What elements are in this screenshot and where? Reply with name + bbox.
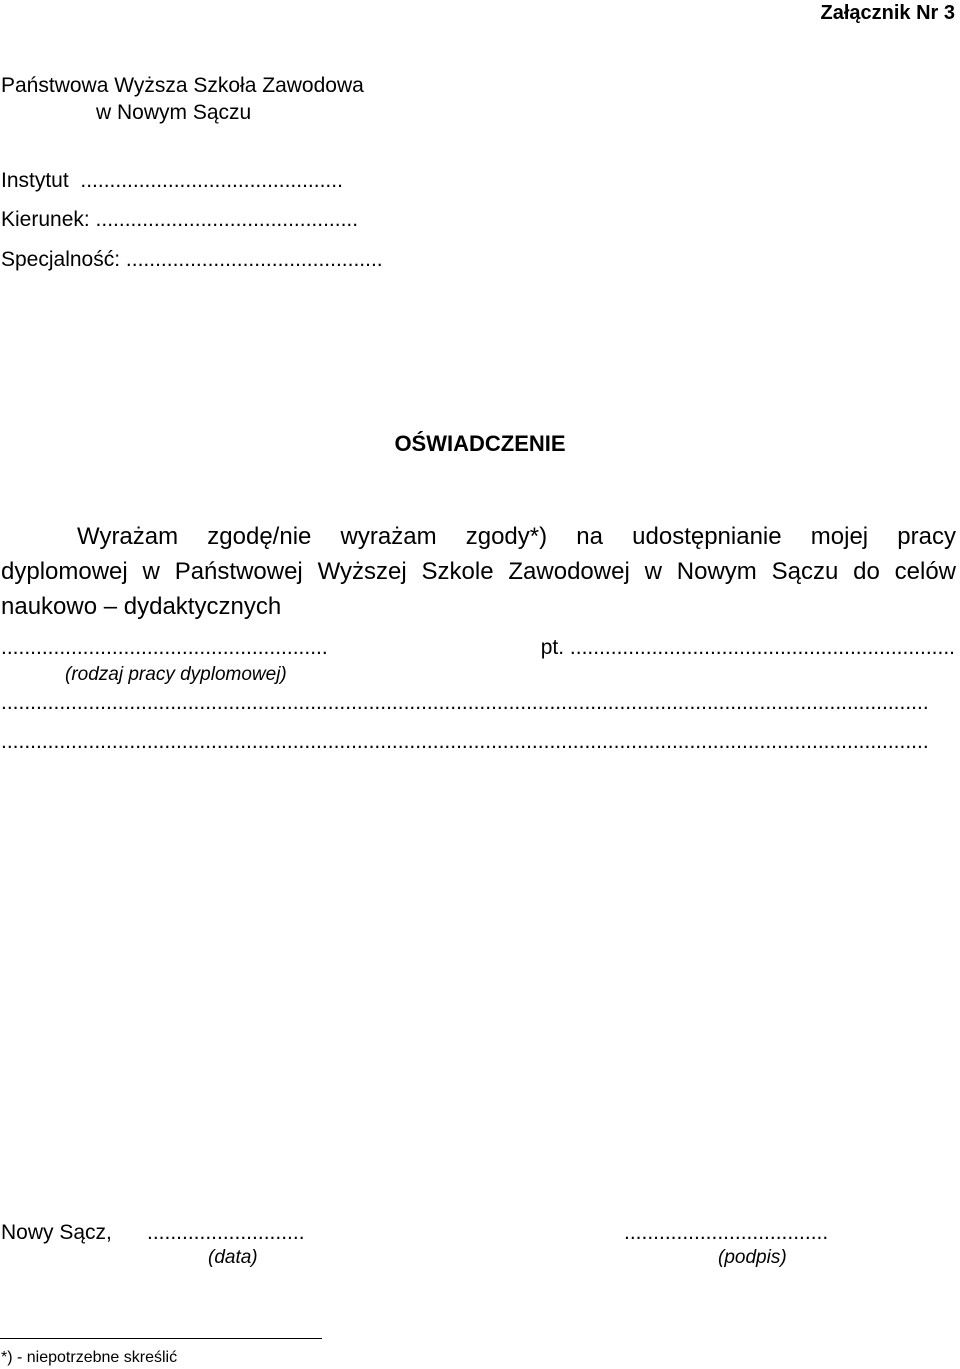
institute-field: Instytut ............................................. — [1, 169, 343, 192]
date-dots: ........................... — [147, 1221, 305, 1244]
place-label: Nowy Sącz, — [1, 1221, 112, 1244]
university-name: Państwowa Wyższa Szkoła Zawodowa — [1, 74, 364, 97]
date-caption: (data) — [208, 1247, 258, 1268]
thesis-type-caption: (rodzaj pracy dyplomowej) — [65, 664, 287, 685]
thesis-type-dots: ........................................................ — [1, 636, 328, 659]
specialization-field: Specjalność: ............................................ — [1, 248, 383, 271]
statement-line-3: naukowo – dydaktycznych — [1, 593, 282, 620]
document-title: OŚWIADCZENIE — [394, 431, 566, 456]
signature-dots: ................................... — [624, 1221, 829, 1244]
thesis-title-dots-2: ............................................................................................................................................................... — [1, 731, 929, 752]
footnote-rule — [0, 1338, 322, 1339]
footnote: *) - niepotrzebne skreślić — [1, 1349, 178, 1366]
university-city: w Nowym Sączu — [96, 101, 252, 124]
statement-line-2: dyplomowej w Państwowej Wyższej Szkole Zawodowej w Nowym Sączu do celów — [1, 558, 956, 585]
signature-caption: (podpis) — [718, 1247, 787, 1268]
thesis-title-dots-1: ............................................................................................................................................................... — [1, 692, 929, 713]
major-field: Kierunek: ............................................. — [1, 208, 359, 231]
statement-line-1: Wyrażam zgodę/nie wyrażam zgody*) na udostępnianie mojej pracy — [77, 523, 956, 550]
consent-statement — [1, 519, 956, 624]
thesis-title-field: pt. .................................................................. — [540, 636, 955, 659]
annex-label: Załącznik Nr 3 — [820, 2, 955, 24]
